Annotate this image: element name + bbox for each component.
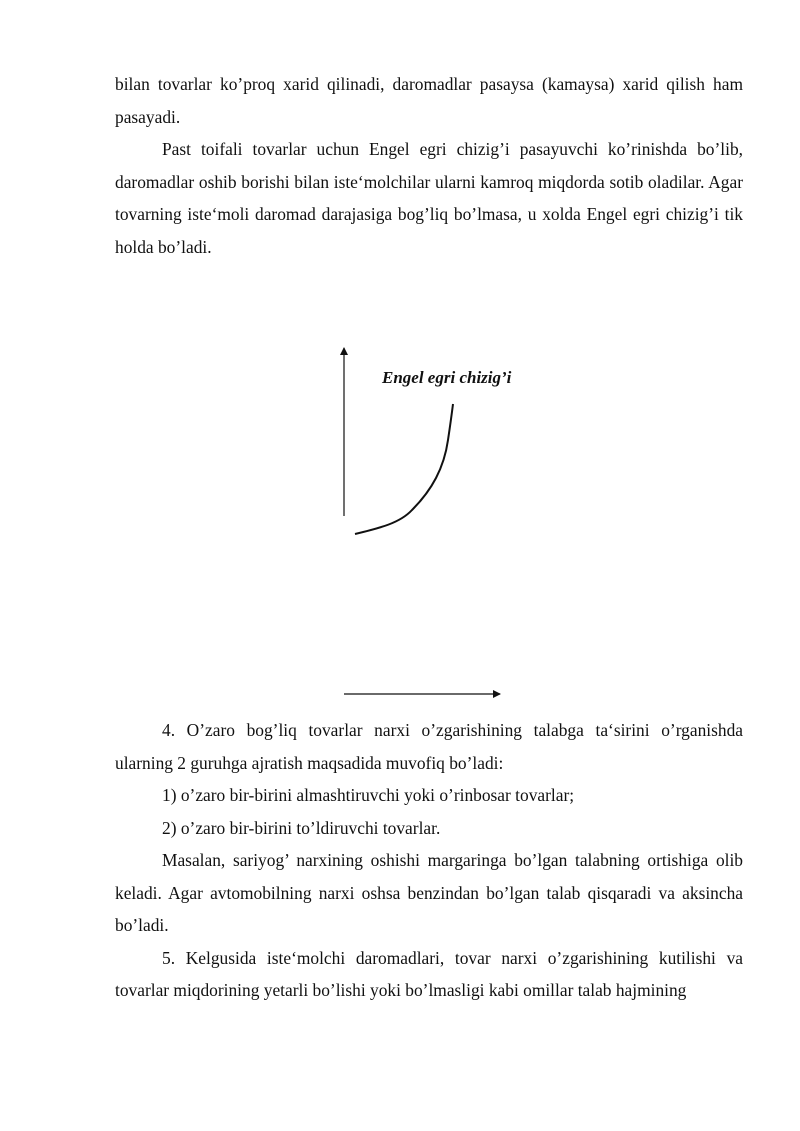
engel-curve <box>355 404 453 534</box>
paragraph: Past toifali tovarlar uchun Engel egri chizig’i pasayuvchi ko’rinishda bo’lib, daromadlar oshib borishi bilan iste‘molchilar ularni kamroq miqdorda sotib oladilar. Agar tovarning iste‘moli daromad darajasiga bog’liq bo’lmasa, u xolda Engel egri chizig’i tik holda bo’ladi. <box>115 139 743 257</box>
paragraph: bilan tovarlar ko’proq xarid qilinadi, daromadlar pasaysa (kamaysa) xarid qilish ham pasayadi. <box>115 74 743 127</box>
text-block-bottom <box>115 714 743 1007</box>
paragraph: Masalan, sariyog’ narxining oshishi margaringa bo’lgan talabning ortishiga olib keladi. Agar avtomobilning narxi oshsa benzindan bo’lgan talab qisqaradi va aksincha bo’ladi. <box>115 850 743 935</box>
curve-label: Engel egri chizig’i <box>382 368 512 387</box>
list-item: 1) o’zaro bir-birini almashtiruvchi yoki o’rinbosar tovarlar; <box>162 785 575 805</box>
paragraph: 4. O’zaro bog’liq tovarlar narxi o’zgarishining talabga ta‘sirini o’rganishda ularning 2 guruhga ajratish maqsadida muvofiq bo’ladi: <box>115 720 743 773</box>
text-block-top <box>115 68 743 263</box>
paragraph: 5. Kelgusida iste‘molchi daromadlari, tovar narxi o’zgarishining kutilishi va tovarlar miqdorining yetarli bo’lishi yoki bo’lmasligi kabi omillar talab hajmining <box>115 947 743 1000</box>
list-item: 2) o’zaro bir-birini to’ldiruvchi tovarlar. <box>162 817 441 838</box>
